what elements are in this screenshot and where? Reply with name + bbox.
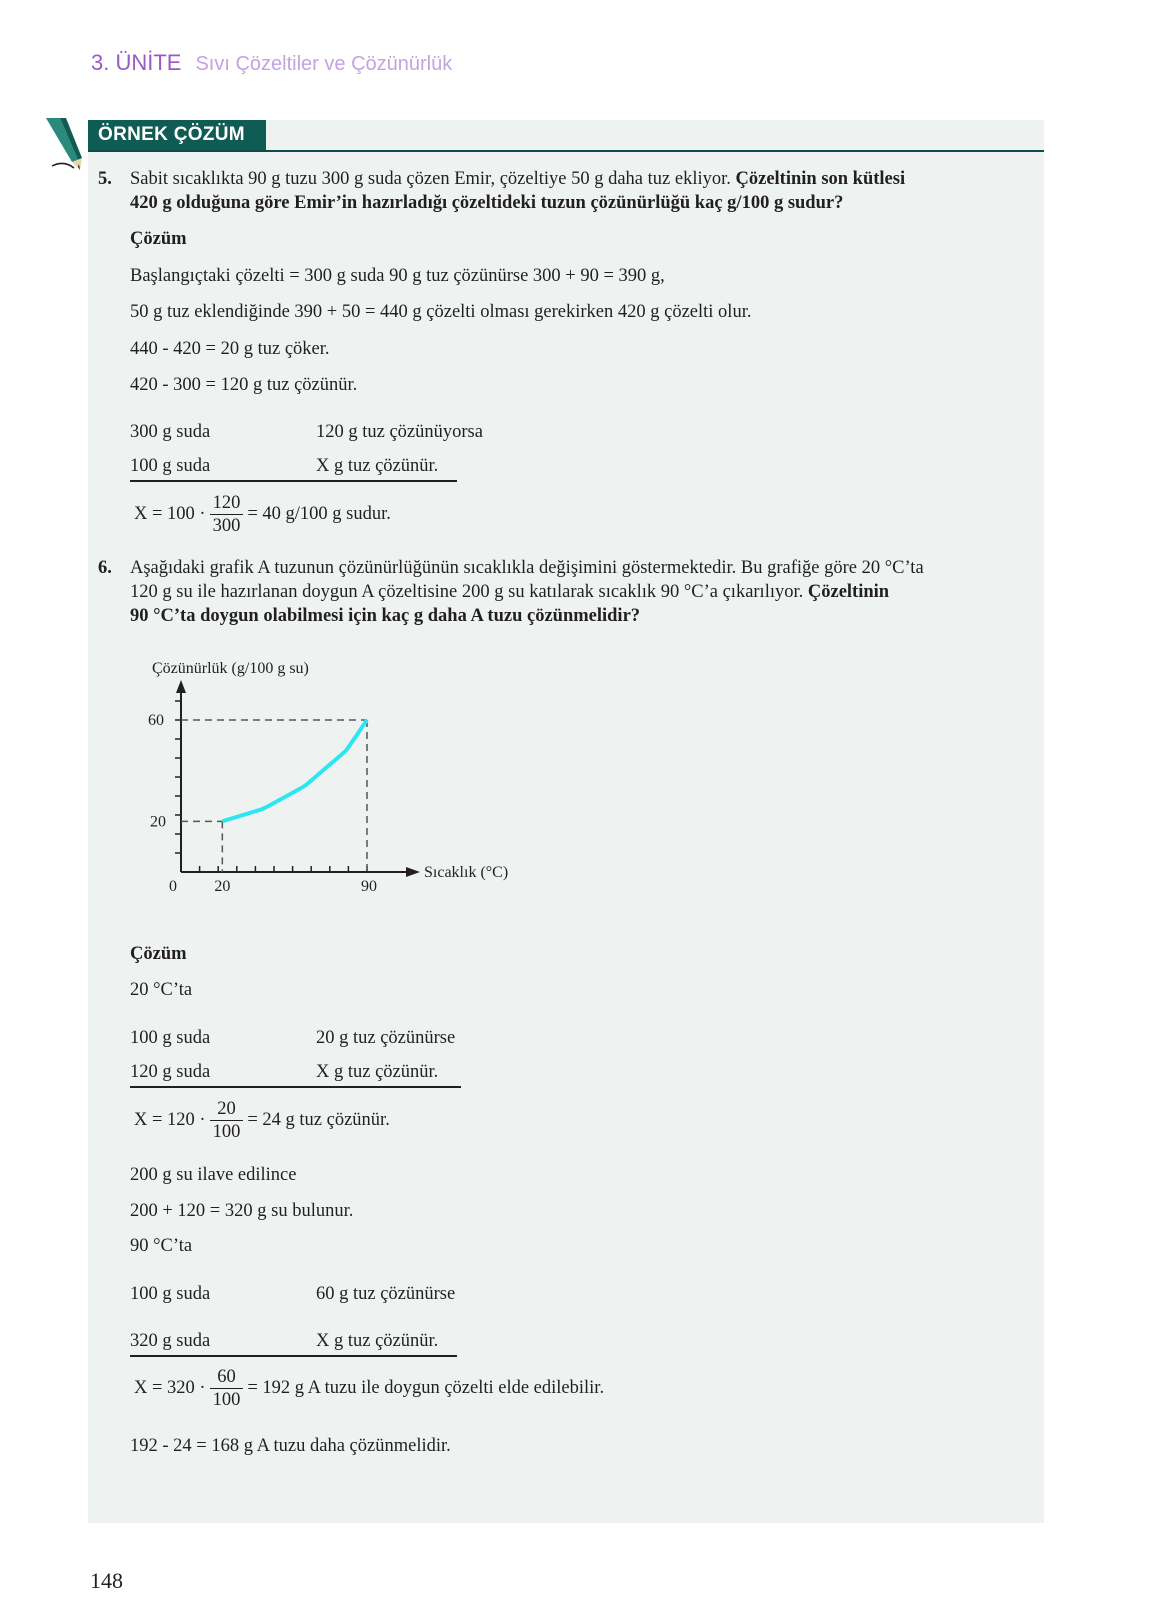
proportion-left: 100 g suda — [130, 1028, 211, 1048]
proportion-right: 60 g tuz çözünürse — [316, 1284, 456, 1304]
q5-text-bold: Çözeltinin son kütlesi — [735, 169, 906, 189]
proportion-right: X g tuz çözünür. — [316, 1331, 439, 1351]
proportion-rule — [130, 1355, 457, 1357]
question-5-text-line2: 420 g olduğuna göre Emir’in hazırladığı çözeltideki tuzun çözünürlüğü kaç g/100 g sudur? — [130, 193, 844, 213]
formula-suffix: = 192 g A tuzu ile doygun çözelti elde edilebilir. — [247, 1377, 605, 1398]
x-axis-label: Sıcaklık (°C) — [424, 864, 509, 881]
y-tick-label: 60 — [148, 712, 164, 729]
question-5-number: 5. — [98, 169, 112, 189]
proportion-left: 100 g suda — [130, 1284, 211, 1304]
q5-solution-line: Başlangıçtaki çözelti = 300 g suda 90 g tuz çözünürse 300 + 90 = 390 g, — [130, 266, 665, 286]
q6-line: 200 g su ilave edilince — [130, 1165, 297, 1185]
q6-formula-1 — [134, 1098, 390, 1143]
proportion-left: 100 g suda — [130, 456, 211, 476]
subject-label: Sıvı Çözeltiler ve Çözünürlük — [195, 53, 453, 75]
formula-suffix: = 40 g/100 g sudur. — [247, 503, 391, 524]
q5-solution-title: Çözüm — [130, 229, 187, 249]
q5-solution-line: 50 g tuz eklendiğinde 390 + 50 = 440 g çözelti olması gerekirken 420 g çözelti olur. — [130, 302, 752, 322]
y-axis-label: Çözünürlük (g/100 g su) — [152, 660, 309, 677]
q6-text-bold: Çözeltinin — [807, 582, 890, 602]
q6-formula-2 — [134, 1366, 604, 1411]
question-5-text-line1 — [130, 167, 905, 192]
proportion-right: X g tuz çözünür. — [316, 456, 439, 476]
series-line-A — [222, 720, 367, 821]
x-tick-label: 90 — [361, 878, 377, 895]
q5-text: Sabit sıcaklıkta 90 g tuzu 300 g suda çözen Emir, çözeltiye 50 g daha tuz ekliyor. — [130, 169, 736, 189]
proportion-left: 300 g suda — [130, 422, 211, 442]
proportion-rule — [130, 480, 457, 482]
fraction-denominator: 100 — [212, 1390, 241, 1410]
example-solution-banner: ÖRNEK ÇÖZÜM — [88, 120, 266, 150]
q6-line: 200 + 120 = 320 g su bulunur. — [130, 1201, 354, 1221]
fraction — [210, 1366, 244, 1411]
fraction-denominator: 300 — [212, 516, 241, 536]
fraction-denominator: 100 — [212, 1122, 241, 1142]
fraction-numerator: 60 — [210, 1366, 244, 1389]
solubility-chart — [140, 650, 540, 910]
banner-rule — [88, 150, 1044, 152]
proportion-right: 120 g tuz çözünüyorsa — [316, 422, 483, 442]
q5-formula — [134, 492, 391, 537]
formula-prefix: X = 120 · — [134, 1109, 206, 1130]
fraction — [210, 492, 244, 537]
pencil-icon — [44, 116, 90, 174]
q6-temp-2: 90 °C’ta — [130, 1236, 193, 1256]
origin-label: 0 — [169, 878, 177, 895]
x-axis-arrow — [406, 867, 420, 877]
q6-temp-1: 20 °C’ta — [130, 980, 193, 1000]
formula-prefix: X = 100 · — [134, 503, 206, 524]
proportion-left: 320 g suda — [130, 1331, 211, 1351]
proportion-right: 20 g tuz çözünürse — [316, 1028, 456, 1048]
q6-text: 120 g su ile hazırlanan doygun A çözeltisine 200 g su katılarak sıcaklık 90 °C’a çıkarılıyor. — [130, 582, 808, 602]
page-header — [91, 50, 452, 76]
q6-final-answer: 192 - 24 = 168 g A tuzu daha çözünmelidir. — [130, 1436, 451, 1456]
question-6-text-line3: 90 °C’ta doygun olabilmesi için kaç g daha A tuzu çözünmelidir? — [130, 606, 641, 626]
q5-solution-line: 440 - 420 = 20 g tuz çöker. — [130, 339, 330, 359]
question-6-text-line2 — [130, 580, 889, 605]
proportion-right: X g tuz çözünür. — [316, 1062, 439, 1082]
question-6-text-line1: Aşağıdaki grafik A tuzunun çözünürlüğünün sıcaklıkla değişimini göstermektedir. Bu grafiğe göre 20 °C’ta — [130, 558, 924, 578]
q5-solution-line: 420 - 300 = 120 g tuz çözünür. — [130, 375, 358, 395]
guide-lines — [181, 720, 367, 872]
question-6-number: 6. — [98, 558, 112, 578]
axis-ticks — [175, 701, 367, 872]
fraction — [210, 1098, 244, 1143]
y-tick-label: 20 — [150, 813, 166, 831]
formula-suffix: = 24 g tuz çözünür. — [247, 1109, 390, 1130]
page-number: 148 — [90, 1568, 123, 1593]
fraction-numerator: 120 — [210, 492, 244, 515]
fraction-numerator: 20 — [210, 1098, 244, 1121]
y-axis-arrow — [176, 680, 186, 693]
formula-prefix: X = 320 · — [134, 1377, 206, 1398]
q6-solution-title: Çözüm — [130, 944, 187, 964]
proportion-left: 120 g suda — [130, 1062, 211, 1082]
proportion-rule — [130, 1086, 461, 1088]
unit-label: 3. ÜNİTE — [91, 50, 182, 75]
x-tick-label: 20 — [214, 878, 231, 895]
